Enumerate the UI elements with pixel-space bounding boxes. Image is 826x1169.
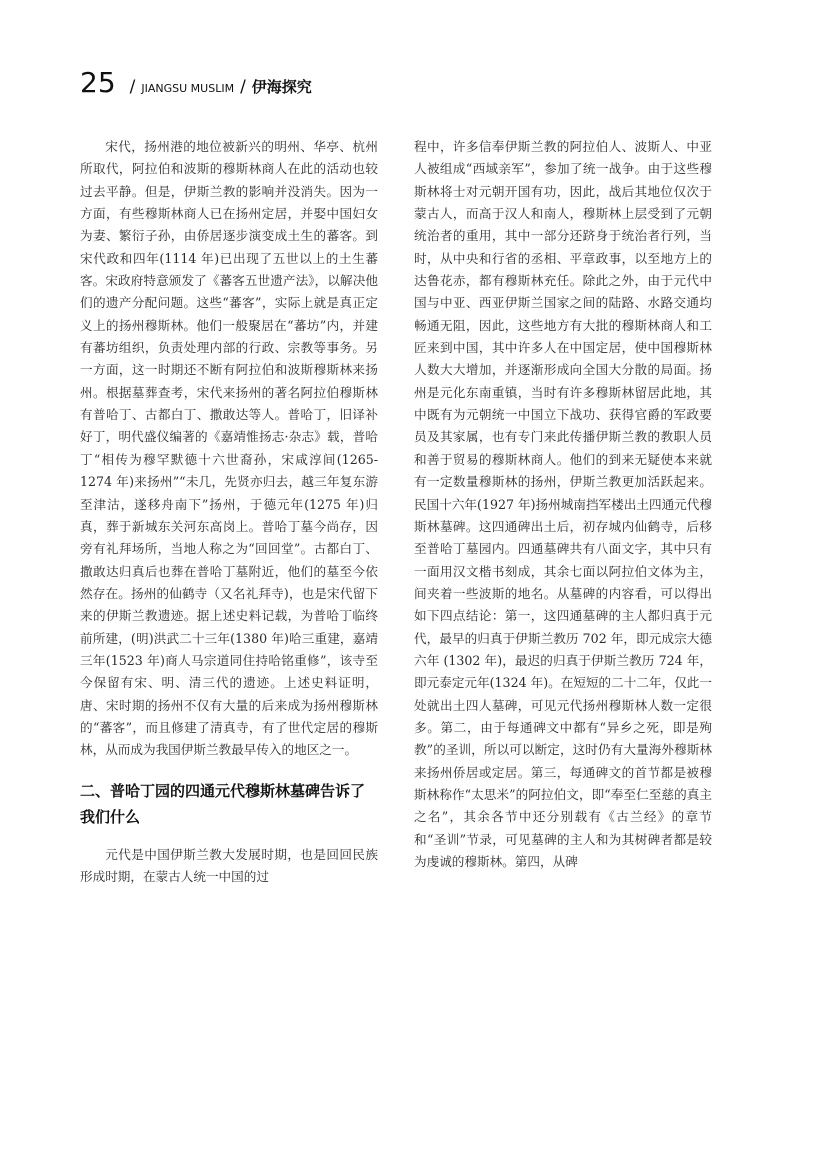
page-number: 25 bbox=[80, 66, 116, 99]
body-paragraph: 程中，许多信奉伊斯兰教的阿拉伯人、波斯人、中亚人被组成“西域亲军”，参加了统一战争。由于这些穆斯林将士对元朝开国有功，因此，战后其地位仅次于蒙古人，而高于汉人和南人，穆斯林上层受到了元朝统治者的重用，其中一部分还跻身于统治者行列，当时，从中央和行省的丞相、平章政事，以至地方上的达鲁花赤，都有穆斯林充任。除此之外，由于元代中国与中亚、西亚伊斯兰国家之间的陆路、水路交通均畅通无阻，因此，这些地方有大批的穆斯林商人和工匠来到中国，其中许多人在中国定居，使中国穆斯林人数大大增加，并逐渐形成向全国大分散的局面。扬州是元化东南重镇，当时有许多穆斯林留居此地，其中既有为元朝统一中国立下战功、获得官爵的军政要员及其家属，也有专门来此传播伊斯兰教的教职人员和善于贸易的穆斯林商人。他们的到来无疑使本来就有一定数量穆斯林的扬州，伊斯兰教更加活跃起来。民国十六年(1927 年)扬州城南挡军楼出土四通元代穆斯林墓碑。这四通碑出土后，初存城内仙鹤寺，后移至普哈丁墓园内。四通墓碑共有八面文字，其中只有一面用汉文楷书刻成，其余七面以阿拉伯文体为主，间夹着一些波斯的地名。从墓碑的内容看，可以得出如下四点结论：第一，这四通墓碑的主人都归真于元代，最早的归真于伊斯兰教历 702 年，即元成宗大德六年 (1302 年)，最迟的归真于伊斯兰教历 724 年，即元泰定元年(1324 年)。在短短的二十二年，仅此一处就出土四人墓碑，可见元代扬州穆斯林人数一定很多。第二，由于每通碑文中都有“异乡之死，即是殉教”的圣训，所以可以断定，这时仍有大量海外穆斯林来扬州侨居或定居。第三，每通碑文的首节都是被穆斯林称作“太思米”的阿拉伯文，即“奉至仁至慈的真主之名”，其余各节中还分别载有《古兰经》的章节和“圣训”节录，可见墓碑的主人和为其树碑者都是较为虔诚的穆斯林。第四，从碑 bbox=[414, 139, 712, 869]
header-separator: / bbox=[129, 77, 136, 97]
body-paragraph: 元代是中国伊斯兰教大发展时期，也是回回民族形成时期，在蒙古人统一中国的过 bbox=[80, 846, 378, 884]
page-header bbox=[80, 66, 312, 106]
section-heading: 二、普哈丁园的四通元代穆斯林墓碑告诉了我们什么 bbox=[80, 781, 366, 826]
body-paragraph: 宋代，扬州港的地位被新兴的明州、华亭、杭州所取代，阿拉伯和波斯的穆斯林商人在此的活动也较过去平静。但是，伊斯兰教的影响并没消失。因为一方面，有些穆斯林商人已在扬州定居，并娶中国妇女为妻、繁衍子孙，由侨居逐步演变成土生的蕃客。到宋代政和四年(1114 年)已出现了五世以上的土生蕃客。宋政府特意颁发了《蕃客五世遗产法》，以解决他们的遗产分配问题。这些“蕃客”，实际上就是真正定义上的扬州穆斯林。他们一般聚居在“蕃坊”内，并建有蕃坊组织，负责处理内部的行政、宗教等事务。另一方面，这一时期还不断有阿拉伯和波斯穆斯林来扬州。根据墓葬查考，宋代来扬州的著名阿拉伯穆斯林有普哈丁、古都白丁、撒敢达等人。普哈丁，旧译补好丁，明代盛仪编著的《嘉靖惟扬志·杂志》载，普哈丁“相传为穆罕默德十六世裔孙，宋咸淳间(1265- 1274 年)来扬州”“未几，先贤亦归去，越三年复东游至津沽，遂移舟南下”扬州，于德元年(1275 年)归真，葬于新城东关河东高岗上。普哈丁墓今尚存，因旁有礼拜场所，当地人称之为“回回堂”。古都白丁、撒敢达归真后也葬在普哈丁墓附近，他们的墓至今依然存在。扬州的仙鹤寺（又名礼拜寺)，也是宋代留下来的伊斯兰教遗迹。据上述史料记载，为普哈丁临终前所建，(明)洪武二十三年(1380 年)哈三重建，嘉靖三年(1523 年)商人马宗道同住持哈铭重修”，该寺至今保留有宋、明、清三代的遗迹。上述史料证明，唐、宋时期的扬州不仅有大量的后来成为扬州穆斯林的“蕃客”，而且修建了清真寺，有了世代定居的穆斯林，从而成为我国伊斯兰教最早传入的地区之一。 bbox=[80, 139, 378, 758]
left-column bbox=[80, 136, 378, 888]
header-separator-2: / bbox=[240, 77, 246, 97]
right-column bbox=[414, 136, 712, 873]
publication-name-cn: 伊海探究 bbox=[251, 78, 312, 96]
publication-name-en: JIANGSU MUSLIM bbox=[141, 82, 235, 95]
